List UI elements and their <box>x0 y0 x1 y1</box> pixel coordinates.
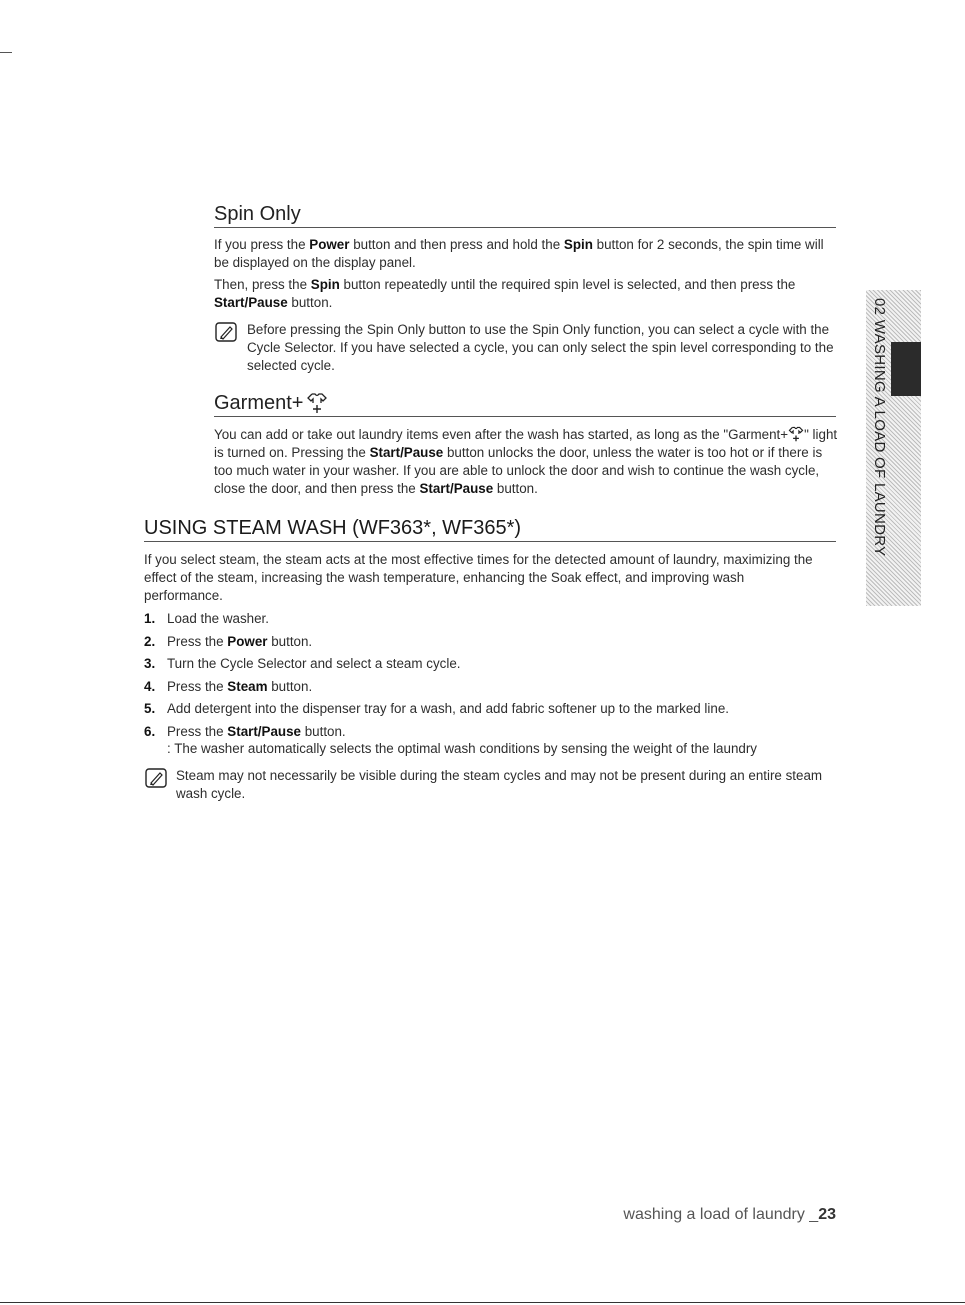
text: Turn the Cycle Selector and select a steam cycle. <box>167 656 461 672</box>
spin-only-note: Before pressing the Spin Only button to use the Spin Only function, you can select a cycle with the Cycle Selector. If you have selected a cycle, you can only select the spin level corresponding to the selected cycle. <box>247 322 834 373</box>
text: Press the <box>167 633 228 649</box>
garment-plus-icon <box>788 426 804 442</box>
text: button repeatedly until the required spin level is selected, and then press the <box>339 277 796 292</box>
text: Press the <box>167 678 228 694</box>
bold-power: Power <box>227 633 268 649</box>
step-item <box>144 633 844 656</box>
bold-steam: Steam <box>227 678 268 694</box>
text: button. <box>287 295 333 310</box>
bold-start-pause: Start/Pause <box>214 295 288 310</box>
text: If you press the <box>214 237 310 252</box>
step-text <box>167 678 312 696</box>
text: button for 2 seconds, the spin time will be displayed on the display panel. <box>214 237 824 270</box>
garment-title <box>214 392 836 417</box>
step-number: 6. <box>144 723 156 739</box>
footer-text: washing a load of laundry _ <box>623 1206 819 1223</box>
text: button. <box>493 481 538 496</box>
chapter-side-tab-marker <box>891 342 921 396</box>
garment-title-text: Garment+ <box>214 392 304 414</box>
page-footer <box>623 1206 836 1224</box>
step-text <box>167 633 312 651</box>
text: " light is turned on. Pressing the <box>214 427 838 460</box>
text: button. <box>267 678 313 694</box>
bold-spin: Spin <box>563 237 593 252</box>
steam-wash-intro: If you select steam, the steam acts at the most effective times for the detected amount of laundry, maximizing the effect of the steam, increasing the wash temperature, enhancing the Soak effect, and improving wash performance. <box>144 552 813 603</box>
step-text <box>167 723 346 741</box>
bold-start-pause: Start/Pause <box>369 445 444 460</box>
step-text <box>167 700 729 718</box>
bold-spin: Spin <box>310 277 340 292</box>
text: Add detergent into the dispenser tray for a wash, and add fabric softener up to the marked line. <box>167 701 730 717</box>
bottom-rule <box>0 1302 965 1303</box>
step-item <box>144 655 844 678</box>
spin-only-title-text: Spin Only <box>214 203 301 225</box>
spin-only-paragraph-1 <box>214 236 834 272</box>
garment-paragraph <box>214 426 838 498</box>
text: Then, press the <box>214 277 311 292</box>
step-number: 2. <box>144 633 156 649</box>
text: Load the washer. <box>167 611 269 626</box>
step-item <box>144 700 844 723</box>
bold-power: Power <box>309 237 350 252</box>
step-item <box>144 610 844 633</box>
step-number: 5. <box>144 701 156 717</box>
steam-wash-steps <box>144 610 844 746</box>
text: button unlocks the door, unless the water is too hot or if there is too much water in your washer. If you are able to unlock the door and wish to continue the wash cycle, close the door, and then press the <box>214 445 823 496</box>
step-text <box>167 610 269 628</box>
crop-mark <box>0 52 12 53</box>
note-pencil-icon <box>215 322 237 342</box>
step-item <box>144 678 844 701</box>
steam-wash-title <box>144 517 836 542</box>
step-number: 1. <box>144 611 156 626</box>
text: button and then press and hold the <box>349 237 564 252</box>
text: Press the <box>167 723 228 739</box>
step-number: 4. <box>144 678 156 694</box>
text: button. <box>300 723 346 739</box>
spin-only-paragraph-2 <box>214 276 834 312</box>
step-text <box>167 655 460 673</box>
spin-only-title <box>214 203 836 228</box>
step-6-subtext: : The washer automatically selects the optimal wash conditions by sensing the weight of the laundry <box>167 741 758 756</box>
garment-plus-icon <box>306 392 328 414</box>
text: You can add or take out laundry items even after the wash has started, as long as the "Garment+ <box>214 427 789 442</box>
step-number: 3. <box>144 656 156 672</box>
steam-wash-title-text: USING STEAM WASH (WF363*, WF365*) <box>144 517 522 539</box>
bold-start-pause: Start/Pause <box>227 723 301 739</box>
page-number: 23 <box>818 1206 836 1223</box>
note-pencil-icon <box>145 768 167 788</box>
chapter-side-tab-label: 02 WASHING A LOAD OF LAUNDRY <box>871 298 888 557</box>
text: button. <box>267 633 313 649</box>
steam-wash-note: Steam may not necessarily be visible during the steam cycles and may not be present during an entire steam wash cycle. <box>176 768 823 801</box>
bold-start-pause: Start/Pause <box>419 481 494 496</box>
